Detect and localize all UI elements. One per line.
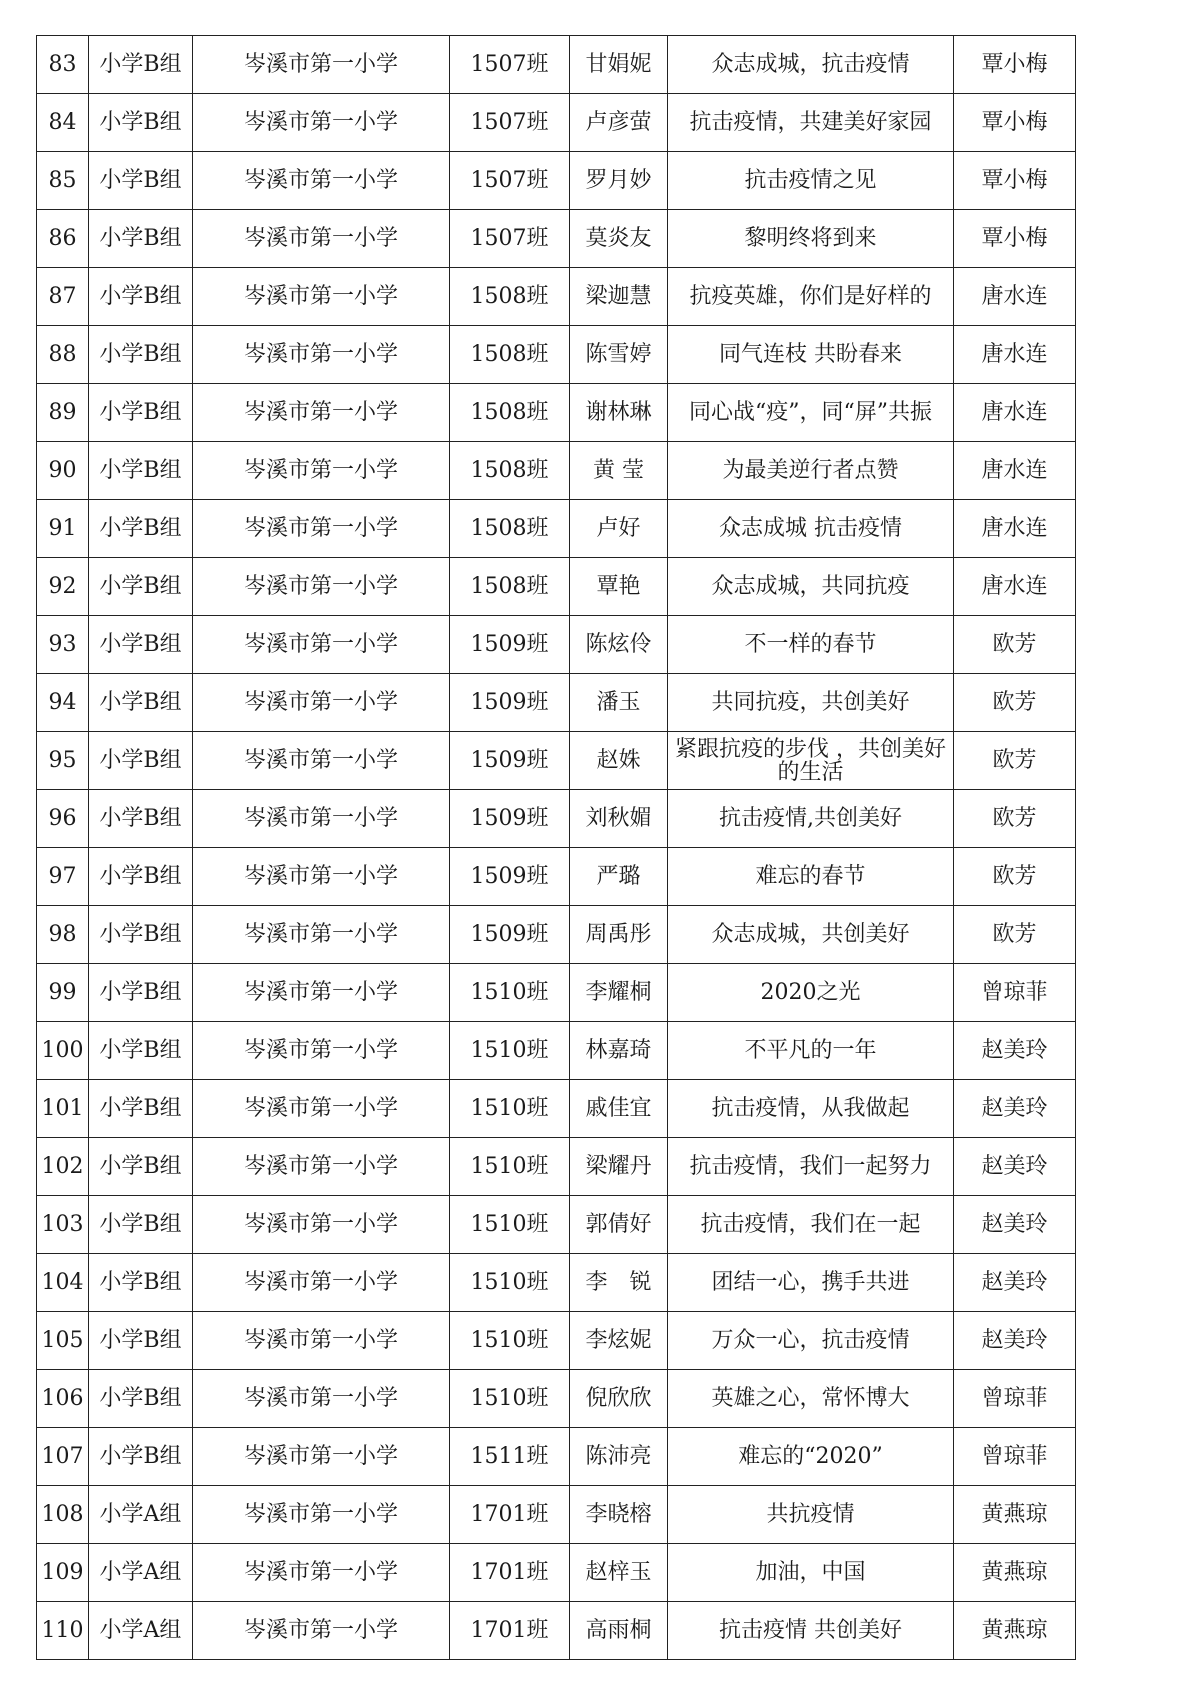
entry-number: 107	[37, 1428, 89, 1486]
entry-student: 梁耀丹	[570, 1138, 668, 1196]
entry-teacher: 曾琼菲	[954, 1370, 1076, 1428]
entry-group: 小学B组	[89, 1254, 193, 1312]
table-row	[37, 210, 1076, 268]
entry-group: 小学B组	[89, 1196, 193, 1254]
entry-group: 小学B组	[89, 1022, 193, 1080]
entry-class: 1507班	[450, 152, 570, 210]
table-row	[37, 1486, 1076, 1544]
table-row	[37, 1602, 1076, 1660]
table-row	[37, 1196, 1076, 1254]
entry-teacher: 欧芳	[954, 732, 1076, 790]
entry-class: 1510班	[450, 1254, 570, 1312]
table-row	[37, 1544, 1076, 1602]
entry-student: 李 锐	[570, 1254, 668, 1312]
entry-title: 同气连枝 共盼春来	[668, 326, 954, 384]
entry-student: 陈沛亮	[570, 1428, 668, 1486]
entry-title: 难忘的“2020”	[668, 1428, 954, 1486]
entry-number: 86	[37, 210, 89, 268]
entry-school: 岑溪市第一小学	[193, 1544, 450, 1602]
entry-number: 103	[37, 1196, 89, 1254]
entry-school: 岑溪市第一小学	[193, 1428, 450, 1486]
entry-title: 不平凡的一年	[668, 1022, 954, 1080]
entry-class: 1510班	[450, 1312, 570, 1370]
entry-number: 91	[37, 500, 89, 558]
entry-teacher: 赵美玲	[954, 1022, 1076, 1080]
entry-teacher: 黄燕琼	[954, 1544, 1076, 1602]
entry-teacher: 唐水连	[954, 384, 1076, 442]
entry-title: 抗击疫情，共建美好家园	[668, 94, 954, 152]
entry-school: 岑溪市第一小学	[193, 36, 450, 94]
entry-group: 小学B组	[89, 1370, 193, 1428]
table-row	[37, 790, 1076, 848]
entry-school: 岑溪市第一小学	[193, 152, 450, 210]
entry-title: 众志成城 抗击疫情	[668, 500, 954, 558]
entry-school: 岑溪市第一小学	[193, 94, 450, 152]
entries-table	[36, 35, 1076, 1660]
entry-student: 卢好	[570, 500, 668, 558]
entry-title: 众志成城，共创美好	[668, 906, 954, 964]
entry-school: 岑溪市第一小学	[193, 1196, 450, 1254]
entry-student: 郭倩好	[570, 1196, 668, 1254]
entry-number: 105	[37, 1312, 89, 1370]
entry-title: 2020之光	[668, 964, 954, 1022]
entry-title: 不一样的春节	[668, 616, 954, 674]
entry-title: 紧跟抗疫的步伐 ，共创美好的生活	[668, 732, 954, 790]
entry-teacher: 覃小梅	[954, 152, 1076, 210]
entry-number: 93	[37, 616, 89, 674]
entry-number: 94	[37, 674, 89, 732]
entry-class: 1509班	[450, 906, 570, 964]
entry-group: 小学B组	[89, 384, 193, 442]
table-row	[37, 442, 1076, 500]
entry-teacher: 曾琼菲	[954, 1428, 1076, 1486]
entry-student: 李炫妮	[570, 1312, 668, 1370]
entry-teacher: 黄燕琼	[954, 1486, 1076, 1544]
entry-school: 岑溪市第一小学	[193, 790, 450, 848]
entry-title: 抗击疫情,共创美好	[668, 790, 954, 848]
entry-student: 李耀桐	[570, 964, 668, 1022]
entry-school: 岑溪市第一小学	[193, 732, 450, 790]
entry-class: 1701班	[450, 1486, 570, 1544]
entry-class: 1507班	[450, 210, 570, 268]
entry-school: 岑溪市第一小学	[193, 1370, 450, 1428]
entry-student: 莫炎友	[570, 210, 668, 268]
entry-student: 黄 莹	[570, 442, 668, 500]
entry-group: 小学B组	[89, 790, 193, 848]
entry-group: 小学A组	[89, 1486, 193, 1544]
table-row	[37, 36, 1076, 94]
entry-group: 小学B组	[89, 848, 193, 906]
entry-number: 104	[37, 1254, 89, 1312]
table-row	[37, 732, 1076, 790]
table-row	[37, 1022, 1076, 1080]
entry-school: 岑溪市第一小学	[193, 964, 450, 1022]
entry-teacher: 赵美玲	[954, 1254, 1076, 1312]
entry-number: 89	[37, 384, 89, 442]
entry-student: 梁迦慧	[570, 268, 668, 326]
entry-school: 岑溪市第一小学	[193, 1080, 450, 1138]
entry-class: 1508班	[450, 384, 570, 442]
entry-group: 小学A组	[89, 1602, 193, 1660]
entry-number: 92	[37, 558, 89, 616]
entry-number: 83	[37, 36, 89, 94]
entry-teacher: 唐水连	[954, 326, 1076, 384]
entry-school: 岑溪市第一小学	[193, 210, 450, 268]
entry-title: 抗疫英雄，你们是好样的	[668, 268, 954, 326]
table-row	[37, 500, 1076, 558]
entry-group: 小学B组	[89, 906, 193, 964]
entry-school: 岑溪市第一小学	[193, 326, 450, 384]
entry-class: 1507班	[450, 94, 570, 152]
entry-group: 小学B组	[89, 1080, 193, 1138]
entry-group: 小学B组	[89, 674, 193, 732]
entry-class: 1701班	[450, 1544, 570, 1602]
entry-class: 1509班	[450, 790, 570, 848]
entry-group: 小学B组	[89, 616, 193, 674]
table-row	[37, 1080, 1076, 1138]
entry-student: 谢林琳	[570, 384, 668, 442]
entry-school: 岑溪市第一小学	[193, 1254, 450, 1312]
entry-title: 共抗疫情	[668, 1486, 954, 1544]
entry-student: 高雨桐	[570, 1602, 668, 1660]
table-row	[37, 1428, 1076, 1486]
entry-number: 87	[37, 268, 89, 326]
table-row	[37, 1370, 1076, 1428]
entry-student: 陈雪婷	[570, 326, 668, 384]
entry-group: 小学B组	[89, 500, 193, 558]
entry-school: 岑溪市第一小学	[193, 1602, 450, 1660]
table-row	[37, 616, 1076, 674]
entry-class: 1509班	[450, 848, 570, 906]
entry-school: 岑溪市第一小学	[193, 500, 450, 558]
entry-class: 1510班	[450, 1022, 570, 1080]
entry-group: 小学B组	[89, 1312, 193, 1370]
entry-number: 106	[37, 1370, 89, 1428]
entry-teacher: 欧芳	[954, 848, 1076, 906]
entry-group: 小学B组	[89, 36, 193, 94]
entry-school: 岑溪市第一小学	[193, 558, 450, 616]
entry-teacher: 欧芳	[954, 790, 1076, 848]
entry-class: 1701班	[450, 1602, 570, 1660]
entry-number: 90	[37, 442, 89, 500]
entry-teacher: 唐水连	[954, 500, 1076, 558]
entry-title: 共同抗疫，共创美好	[668, 674, 954, 732]
entry-title: 众志成城，抗击疫情	[668, 36, 954, 94]
entry-student: 刘秋媚	[570, 790, 668, 848]
entry-school: 岑溪市第一小学	[193, 848, 450, 906]
entry-group: 小学A组	[89, 1544, 193, 1602]
entry-group: 小学B组	[89, 152, 193, 210]
table-row	[37, 1254, 1076, 1312]
entry-title: 抗击疫情 共创美好	[668, 1602, 954, 1660]
entry-number: 110	[37, 1602, 89, 1660]
table-row	[37, 1312, 1076, 1370]
entry-number: 88	[37, 326, 89, 384]
entry-school: 岑溪市第一小学	[193, 616, 450, 674]
entry-number: 109	[37, 1544, 89, 1602]
entry-school: 岑溪市第一小学	[193, 674, 450, 732]
entry-number: 85	[37, 152, 89, 210]
entry-class: 1511班	[450, 1428, 570, 1486]
entry-class: 1510班	[450, 1080, 570, 1138]
entry-group: 小学B组	[89, 210, 193, 268]
entry-title: 黎明终将到来	[668, 210, 954, 268]
entry-teacher: 欧芳	[954, 906, 1076, 964]
table-row	[37, 94, 1076, 152]
entry-class: 1510班	[450, 964, 570, 1022]
entry-group: 小学B组	[89, 1428, 193, 1486]
entry-number: 98	[37, 906, 89, 964]
entry-teacher: 覃小梅	[954, 94, 1076, 152]
entry-class: 1510班	[450, 1370, 570, 1428]
entry-number: 97	[37, 848, 89, 906]
entry-student: 李晓榕	[570, 1486, 668, 1544]
entry-student: 严璐	[570, 848, 668, 906]
entry-number: 100	[37, 1022, 89, 1080]
entry-group: 小学B组	[89, 732, 193, 790]
entry-school: 岑溪市第一小学	[193, 1486, 450, 1544]
entry-title: 万众一心，抗击疫情	[668, 1312, 954, 1370]
entry-group: 小学B组	[89, 964, 193, 1022]
table-row	[37, 268, 1076, 326]
entry-school: 岑溪市第一小学	[193, 384, 450, 442]
entry-student: 戚佳宜	[570, 1080, 668, 1138]
entry-school: 岑溪市第一小学	[193, 442, 450, 500]
entry-title: 英雄之心，常怀博大	[668, 1370, 954, 1428]
entry-teacher: 唐水连	[954, 268, 1076, 326]
entry-class: 1508班	[450, 442, 570, 500]
entry-student: 林嘉琦	[570, 1022, 668, 1080]
table-row	[37, 326, 1076, 384]
table-row	[37, 906, 1076, 964]
entry-school: 岑溪市第一小学	[193, 1312, 450, 1370]
entry-class: 1510班	[450, 1138, 570, 1196]
entry-class: 1510班	[450, 1196, 570, 1254]
entry-student: 周禹彤	[570, 906, 668, 964]
entry-class: 1509班	[450, 616, 570, 674]
entry-title: 抗击疫情之见	[668, 152, 954, 210]
entry-number: 108	[37, 1486, 89, 1544]
entry-class: 1507班	[450, 36, 570, 94]
entry-group: 小学B组	[89, 268, 193, 326]
entry-title: 难忘的春节	[668, 848, 954, 906]
entry-student: 赵梓玉	[570, 1544, 668, 1602]
entry-teacher: 曾琼菲	[954, 964, 1076, 1022]
entry-title: 抗击疫情，我们一起努力	[668, 1138, 954, 1196]
entry-number: 99	[37, 964, 89, 1022]
entry-teacher: 唐水连	[954, 558, 1076, 616]
entry-title: 同心战“疫”，同“屏”共振	[668, 384, 954, 442]
entry-teacher: 欧芳	[954, 674, 1076, 732]
entry-title: 抗击疫情，我们在一起	[668, 1196, 954, 1254]
entry-class: 1508班	[450, 558, 570, 616]
table-row	[37, 964, 1076, 1022]
entry-school: 岑溪市第一小学	[193, 906, 450, 964]
table-row	[37, 384, 1076, 442]
table-row	[37, 558, 1076, 616]
table-row	[37, 152, 1076, 210]
entry-student: 卢彦萤	[570, 94, 668, 152]
entry-teacher: 赵美玲	[954, 1080, 1076, 1138]
entry-teacher: 赵美玲	[954, 1138, 1076, 1196]
entry-student: 倪欣欣	[570, 1370, 668, 1428]
entry-teacher: 欧芳	[954, 616, 1076, 674]
entry-group: 小学B组	[89, 326, 193, 384]
entry-number: 102	[37, 1138, 89, 1196]
table-row	[37, 1138, 1076, 1196]
entry-teacher: 覃小梅	[954, 36, 1076, 94]
entry-student: 罗月妙	[570, 152, 668, 210]
entry-number: 96	[37, 790, 89, 848]
entry-teacher: 唐水连	[954, 442, 1076, 500]
entry-student: 潘玉	[570, 674, 668, 732]
entry-school: 岑溪市第一小学	[193, 268, 450, 326]
table-row	[37, 848, 1076, 906]
entry-number: 95	[37, 732, 89, 790]
entry-student: 甘娟妮	[570, 36, 668, 94]
entry-title: 抗击疫情，从我做起	[668, 1080, 954, 1138]
entry-title: 为最美逆行者点赞	[668, 442, 954, 500]
entry-teacher: 覃小梅	[954, 210, 1076, 268]
entry-number: 84	[37, 94, 89, 152]
entry-group: 小学B组	[89, 94, 193, 152]
entry-class: 1509班	[450, 732, 570, 790]
entry-group: 小学B组	[89, 558, 193, 616]
entry-class: 1508班	[450, 326, 570, 384]
entry-student: 赵姝	[570, 732, 668, 790]
entries-body	[37, 36, 1076, 1660]
entry-class: 1508班	[450, 500, 570, 558]
entry-class: 1509班	[450, 674, 570, 732]
entry-student: 陈炫伶	[570, 616, 668, 674]
entry-group: 小学B组	[89, 1138, 193, 1196]
entry-student: 覃艳	[570, 558, 668, 616]
entry-teacher: 黄燕琼	[954, 1602, 1076, 1660]
entry-school: 岑溪市第一小学	[193, 1022, 450, 1080]
entry-class: 1508班	[450, 268, 570, 326]
table-row	[37, 674, 1076, 732]
entry-school: 岑溪市第一小学	[193, 1138, 450, 1196]
entry-title: 加油，中国	[668, 1544, 954, 1602]
entry-title: 团结一心，携手共进	[668, 1254, 954, 1312]
entry-number: 101	[37, 1080, 89, 1138]
entry-teacher: 赵美玲	[954, 1312, 1076, 1370]
entry-group: 小学B组	[89, 442, 193, 500]
entry-title: 众志成城，共同抗疫	[668, 558, 954, 616]
entry-teacher: 赵美玲	[954, 1196, 1076, 1254]
